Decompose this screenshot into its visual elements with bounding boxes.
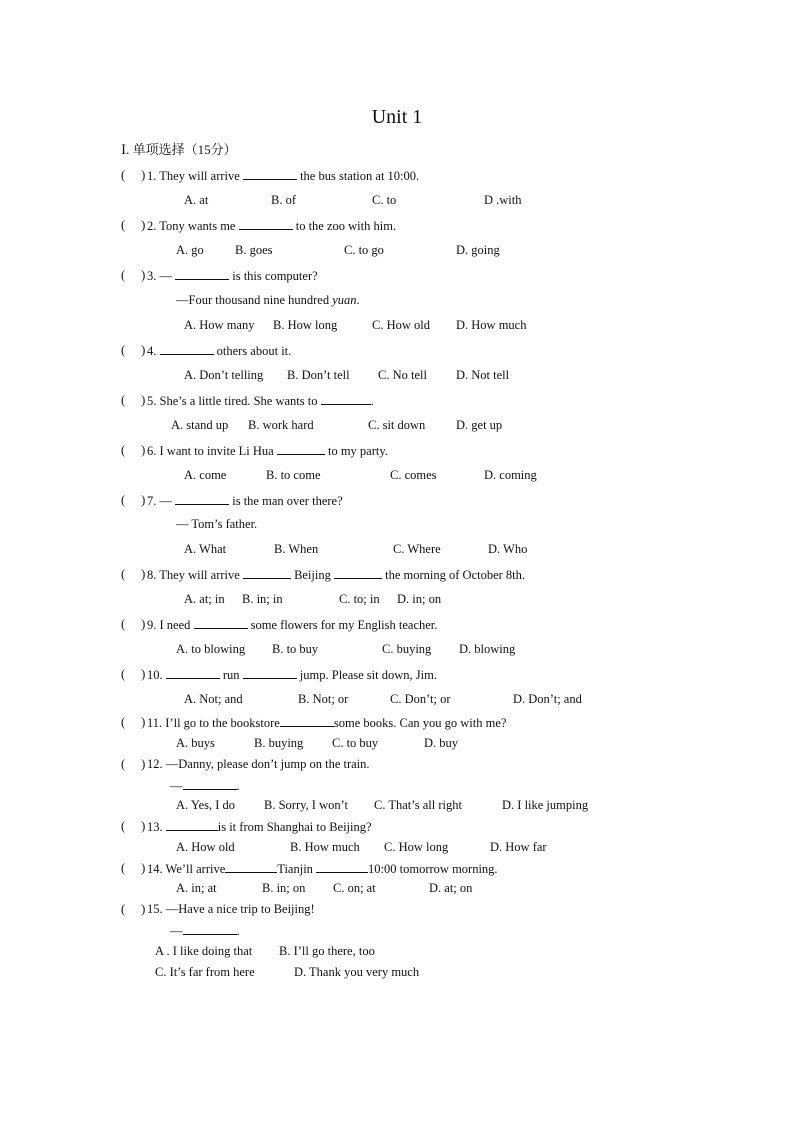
option-b[interactable]: B. Sorry, I won’t: [264, 798, 349, 812]
dialogue-reply: — .: [170, 776, 240, 795]
option-c[interactable]: C. sit down: [368, 418, 426, 432]
answer-paren[interactable]: ( ): [121, 218, 146, 232]
option-a[interactable]: A. in; at: [176, 881, 217, 895]
section-heading: Ⅰ. 单项选择（15分）: [121, 142, 237, 157]
answer-paren[interactable]: ( ): [121, 819, 146, 833]
option-b[interactable]: B. to buy: [272, 642, 319, 656]
option-b[interactable]: B. buying: [254, 736, 304, 750]
answer-paren[interactable]: ( ): [121, 168, 146, 182]
option-c[interactable]: C. to; in: [339, 592, 380, 606]
answer-blank: [277, 441, 325, 455]
option-c[interactable]: C. It’s far from here: [155, 965, 255, 979]
option-a[interactable]: A. at: [184, 193, 209, 207]
answer-paren[interactable]: ( ): [121, 861, 146, 875]
answer-blank: [175, 266, 229, 280]
option-b[interactable]: B. When: [274, 542, 319, 556]
question-stem: 5. She’s a little tired. She wants to .: [147, 391, 374, 410]
option-a[interactable]: A. at; in: [184, 592, 225, 606]
option-d[interactable]: D. get up: [456, 418, 503, 432]
option-a[interactable]: A. come: [184, 468, 227, 482]
option-d[interactable]: D. Who: [488, 542, 528, 556]
answer-blank: [316, 859, 368, 873]
option-c[interactable]: C. to: [372, 193, 397, 207]
answer-blank: [183, 921, 237, 935]
option-d[interactable]: D. Not tell: [456, 368, 510, 382]
option-a[interactable]: A. Yes, I do: [176, 798, 236, 812]
answer-blank: [239, 216, 293, 230]
option-b[interactable]: B. Not; or: [298, 692, 349, 706]
question-stem: 11. I’ll go to the bookstore some books. Can you go with me?: [147, 713, 506, 732]
answer-paren[interactable]: ( ): [121, 902, 146, 916]
option-c[interactable]: C. Don’t; or: [390, 692, 451, 706]
answer-blank: [243, 565, 291, 579]
option-d[interactable]: D. coming: [484, 468, 537, 482]
answer-blank: [334, 565, 382, 579]
option-c[interactable]: C. to buy: [332, 736, 379, 750]
option-d[interactable]: D. Don’t; and: [513, 692, 582, 706]
option-c[interactable]: C. How old: [372, 318, 430, 332]
answer-paren[interactable]: ( ): [121, 443, 146, 457]
option-a[interactable]: A. What: [184, 542, 227, 556]
option-c[interactable]: C. That’s all right: [374, 798, 462, 812]
option-d[interactable]: D. going: [456, 243, 500, 257]
answer-blank: [166, 665, 220, 679]
answer-blank: [160, 341, 214, 355]
answer-blank: [175, 491, 229, 505]
answer-paren[interactable]: ( ): [121, 757, 146, 771]
option-a[interactable]: A. How many: [184, 318, 255, 332]
answer-blank: [243, 166, 297, 180]
option-a[interactable]: A. Not; and: [184, 692, 243, 706]
option-a[interactable]: A. Don’t telling: [184, 368, 264, 382]
option-a[interactable]: A. buys: [176, 736, 215, 750]
question-stem: 4. others about it.: [147, 341, 291, 360]
option-d[interactable]: D. at; on: [429, 881, 473, 895]
option-a[interactable]: A. How old: [176, 840, 235, 854]
option-d[interactable]: D. How much: [456, 318, 527, 332]
answer-blank: [194, 615, 248, 629]
question-stem: 14. We’ll arrive Tianjin 10:00 tomorrow morning.: [147, 859, 498, 878]
answer-paren[interactable]: ( ): [121, 617, 146, 631]
dialogue-reply: — Tom’s father.: [176, 517, 258, 531]
option-c[interactable]: C. No tell: [378, 368, 427, 382]
option-b[interactable]: B. in; in: [242, 592, 283, 606]
question-stem: 7. — is the man over there?: [147, 491, 343, 510]
answer-blank: [183, 776, 237, 790]
question-stem: 8. They will arrive Beijing the morning of October 8th.: [147, 565, 525, 584]
question-stem: 10. run jump. Please sit down, Jim.: [147, 665, 437, 684]
question-stem: 6. I want to invite Li Hua to my party.: [147, 441, 388, 460]
answer-paren[interactable]: ( ): [121, 343, 146, 357]
answer-blank: [243, 665, 297, 679]
option-b[interactable]: B. to come: [266, 468, 321, 482]
option-b[interactable]: B. in; on: [262, 881, 306, 895]
page-title: Unit 1: [371, 106, 423, 128]
option-c[interactable]: C. buying: [382, 642, 432, 656]
answer-paren[interactable]: ( ): [121, 493, 146, 507]
option-a[interactable]: A. stand up: [171, 418, 229, 432]
option-d[interactable]: D. Thank you very much: [294, 965, 420, 979]
question-stem: 9. I need some flowers for my English teacher.: [147, 615, 437, 634]
option-d[interactable]: D. in; on: [397, 592, 442, 606]
option-c[interactable]: C. comes: [390, 468, 437, 482]
answer-blank: [166, 817, 218, 831]
answer-paren[interactable]: ( ): [121, 715, 146, 729]
question-stem: 3. — is this computer?: [147, 266, 318, 285]
dialogue-reply: —Four thousand nine hundred yuan.: [176, 293, 360, 307]
option-b[interactable]: B. work hard: [248, 418, 314, 432]
answer-paren[interactable]: ( ): [121, 667, 146, 681]
option-b[interactable]: B. How much: [290, 840, 360, 854]
question-stem: 2. Tony wants me to the zoo with him.: [147, 216, 396, 235]
option-d[interactable]: D. buy: [424, 736, 459, 750]
option-a[interactable]: A. to blowing: [176, 642, 246, 656]
option-b[interactable]: B. of: [271, 193, 296, 207]
option-b[interactable]: B. How long: [273, 318, 338, 332]
answer-blank: [321, 391, 371, 405]
question-stem: 1. They will arrive the bus station at 10:00.: [147, 166, 419, 185]
option-a[interactable]: A . I like doing that: [155, 944, 253, 958]
option-d[interactable]: D .with: [484, 193, 522, 207]
option-d[interactable]: D. blowing: [459, 642, 516, 656]
option-b[interactable]: B. I’ll go there, too: [279, 944, 375, 958]
answer-blank: [280, 713, 334, 727]
answer-blank: [225, 859, 277, 873]
dialogue-reply: — .: [170, 921, 240, 940]
question-stem: 13. is it from Shanghai to Beijing?: [147, 817, 372, 836]
answer-paren[interactable]: ( ): [121, 567, 146, 581]
option-b[interactable]: B. goes: [235, 243, 273, 257]
answer-paren[interactable]: ( ): [121, 268, 146, 282]
option-d[interactable]: D. I like jumping: [502, 798, 589, 812]
answer-paren[interactable]: ( ): [121, 393, 146, 407]
option-b[interactable]: B. Don’t tell: [287, 368, 350, 382]
option-d[interactable]: D. How far: [490, 840, 547, 854]
option-c[interactable]: C. How long: [384, 840, 449, 854]
option-c[interactable]: C. on; at: [333, 881, 376, 895]
question-stem: 12. —Danny, please don’t jump on the train.: [147, 757, 370, 771]
option-c[interactable]: C. Where: [393, 542, 441, 556]
question-stem: 15. —Have a nice trip to Beijing!: [147, 902, 315, 916]
option-c[interactable]: C. to go: [344, 243, 384, 257]
option-a[interactable]: A. go: [176, 243, 204, 257]
